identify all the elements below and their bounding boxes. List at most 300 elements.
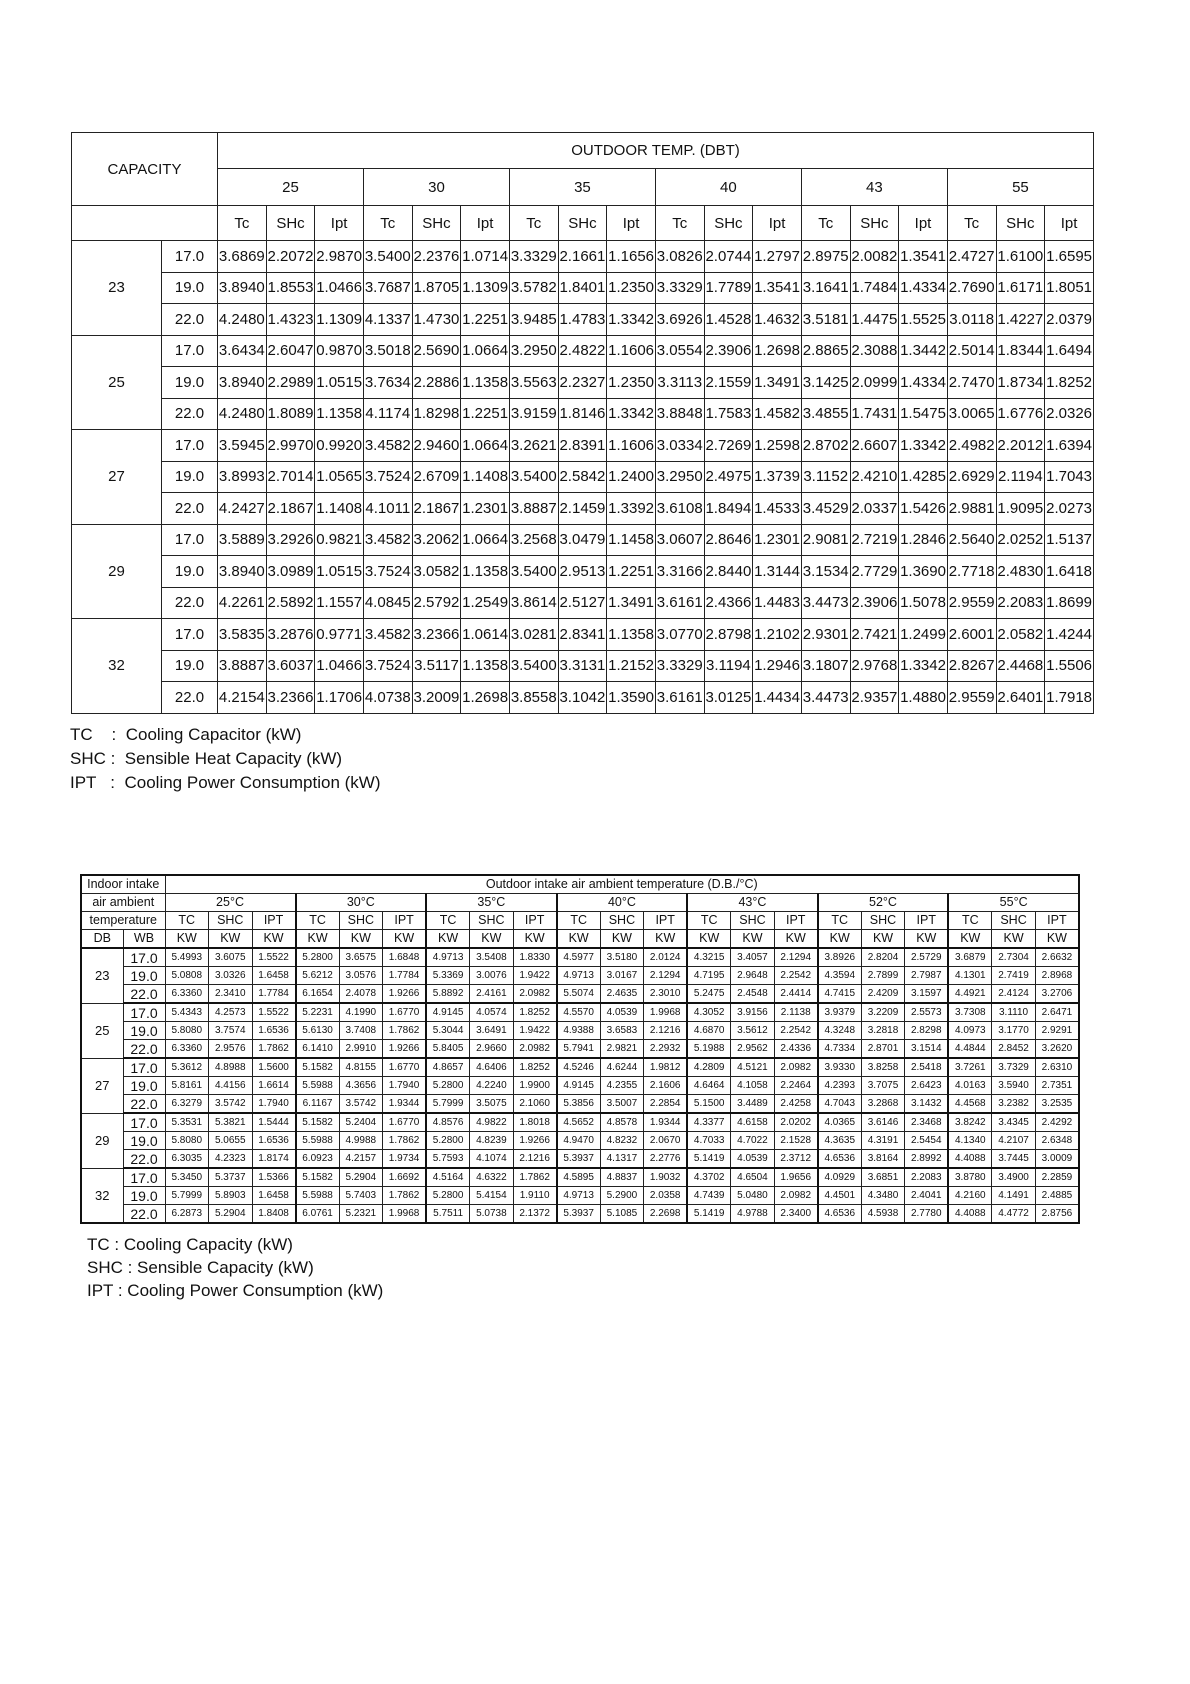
data-cell: 1.2846 [899, 524, 948, 556]
data-cell: 5.2231 [296, 1003, 340, 1022]
data-cell: 5.2900 [600, 1187, 644, 1205]
data-cell: 0.9771 [315, 619, 364, 651]
data-cell: 3.1807 [801, 650, 850, 682]
data-cell: 4.9713 [426, 948, 470, 967]
data-cell: 5.1582 [296, 1113, 340, 1132]
data-cell: 2.0252 [996, 524, 1045, 556]
data-cell: 2.9291 [1035, 1022, 1079, 1040]
wb-value: 17.0 [123, 1003, 165, 1022]
data-cell: 3.1110 [992, 1003, 1036, 1022]
data-cell: 1.7940 [383, 1077, 427, 1095]
data-cell: 3.8780 [948, 1168, 992, 1187]
data-cell: 6.3035 [165, 1150, 209, 1169]
data-cell: 3.7408 [339, 1022, 383, 1040]
subheader-ipt: IPT [1035, 912, 1079, 930]
data-cell: 4.5570 [557, 1003, 601, 1022]
data-cell: 2.9357 [850, 682, 899, 714]
data-cell: 1.2350 [607, 367, 656, 399]
data-cell: 4.4156 [209, 1077, 253, 1095]
data-cell: 1.8089 [266, 398, 315, 430]
subheader-ipt: IPT [905, 912, 949, 930]
data-cell: 4.6322 [470, 1168, 514, 1187]
table-row [81, 1187, 1079, 1205]
data-cell: 4.2480 [218, 398, 267, 430]
data-cell: 2.5573 [905, 1003, 949, 1022]
data-cell: 4.3594 [818, 967, 862, 985]
data-cell: 4.0539 [600, 1003, 644, 1022]
data-cell: 4.6158 [731, 1113, 775, 1132]
data-cell: 4.6244 [600, 1058, 644, 1077]
data-cell: 2.2542 [774, 1022, 818, 1040]
data-cell: 1.8252 [513, 1003, 557, 1022]
subheader-tc: TC [687, 912, 731, 930]
data-cell: 3.2366 [266, 682, 315, 714]
data-cell: 1.9266 [383, 1040, 427, 1059]
data-cell: 4.5977 [557, 948, 601, 967]
data-cell: 5.4154 [470, 1187, 514, 1205]
data-cell: 4.2809 [687, 1058, 731, 1077]
data-cell: 1.0515 [315, 367, 364, 399]
data-cell: 3.6575 [339, 948, 383, 967]
data-cell: 2.4885 [1035, 1187, 1079, 1205]
data-cell: 4.9713 [557, 967, 601, 985]
data-cell: 2.4822 [558, 335, 607, 367]
data-cell: 1.3541 [899, 241, 948, 273]
data-cell: 1.6494 [1045, 335, 1094, 367]
data-cell: 1.8252 [513, 1058, 557, 1077]
outdoor-intake-temp: 55°C [948, 894, 1079, 912]
indoor-label-1: Indoor intake [81, 875, 165, 894]
data-cell: 5.8405 [426, 1040, 470, 1059]
wb-value: 19.0 [123, 1132, 165, 1150]
data-cell: 3.5408 [470, 948, 514, 967]
data-cell: 2.0982 [513, 985, 557, 1004]
data-cell: 3.4057 [731, 948, 775, 967]
unit-kw: KW [296, 930, 340, 949]
wb-value: 17.0 [162, 524, 218, 556]
data-cell: 4.4568 [948, 1095, 992, 1114]
data-cell: 1.8051 [1045, 272, 1094, 304]
data-cell: 3.5018 [363, 335, 412, 367]
data-cell: 3.4473 [801, 682, 850, 714]
data-cell: 3.6037 [266, 650, 315, 682]
data-cell: 2.2859 [1035, 1168, 1079, 1187]
data-cell: 2.1559 [704, 367, 753, 399]
data-cell: 3.0076 [470, 967, 514, 985]
data-cell: 1.4533 [753, 493, 802, 525]
data-cell: 1.6770 [383, 1003, 427, 1022]
data-cell: 2.7690 [947, 272, 996, 304]
table1-header [72, 133, 1094, 241]
outdoor-temp-55: 55 [947, 169, 1093, 206]
data-cell: 2.8452 [992, 1040, 1036, 1059]
wb-value: 19.0 [162, 556, 218, 588]
wb-value: 17.0 [162, 335, 218, 367]
data-cell: 3.6146 [861, 1113, 905, 1132]
data-cell: 4.3191 [861, 1132, 905, 1150]
data-cell: 4.1340 [948, 1132, 992, 1150]
legend2-ipt: IPT : Cooling Power Consumption (kW) [87, 1281, 384, 1300]
subheader-shc: SHC [731, 912, 775, 930]
data-cell: 3.0009 [1035, 1150, 1079, 1169]
data-cell: 6.3360 [165, 985, 209, 1004]
data-cell: 2.0670 [644, 1132, 688, 1150]
data-cell: 4.2480 [218, 304, 267, 336]
data-cell: 1.9968 [644, 1003, 688, 1022]
data-cell: 1.9422 [513, 1022, 557, 1040]
data-cell: 1.9422 [513, 967, 557, 985]
wb-value: 22.0 [162, 682, 218, 714]
data-cell: 2.5454 [905, 1132, 949, 1150]
data-cell: 1.2698 [461, 682, 510, 714]
subheader-ipt: IPT [252, 912, 296, 930]
wb-value: 22.0 [162, 304, 218, 336]
data-cell: 4.8578 [600, 1113, 644, 1132]
data-cell: 1.3491 [753, 367, 802, 399]
legend-shc: SHC : Sensible Heat Capacity (kW) [70, 749, 343, 768]
data-cell: 1.4227 [996, 304, 1045, 336]
data-cell: 3.2818 [861, 1022, 905, 1040]
unit-kw: KW [470, 930, 514, 949]
indoor-db-23: 23 [72, 241, 162, 336]
data-cell: 3.3329 [509, 241, 558, 273]
data-cell: 3.0826 [655, 241, 704, 273]
data-cell: 2.4209 [861, 985, 905, 1004]
subheader-tc: TC [426, 912, 470, 930]
outdoor-intake-label: Outdoor intake air ambient temperature (D.B./°C) [165, 875, 1079, 894]
data-cell: 4.4088 [948, 1150, 992, 1169]
data-cell: 1.3342 [607, 304, 656, 336]
data-cell: 5.8903 [209, 1187, 253, 1205]
data-cell: 2.6348 [1035, 1132, 1079, 1150]
wb-value: 22.0 [162, 587, 218, 619]
data-cell: 4.7334 [818, 1040, 862, 1059]
table-row [81, 1022, 1079, 1040]
capacity-table-1 [71, 132, 1094, 714]
data-cell: 5.2800 [426, 1077, 470, 1095]
data-cell: 3.2062 [412, 524, 461, 556]
data-cell: 2.6310 [1035, 1058, 1079, 1077]
data-cell: 1.3739 [753, 461, 802, 493]
data-cell: 1.0614 [461, 619, 510, 651]
data-cell: 1.2797 [753, 241, 802, 273]
subheader-ipt: IPT [513, 912, 557, 930]
data-cell: 2.9559 [947, 587, 996, 619]
data-cell: 3.8887 [509, 493, 558, 525]
data-cell: 2.8968 [1035, 967, 1079, 985]
data-cell: 3.3166 [655, 556, 704, 588]
data-cell: 1.7940 [252, 1095, 296, 1114]
table2-header [81, 875, 1079, 948]
subheader-shc: SHC [600, 912, 644, 930]
data-cell: 4.0163 [948, 1077, 992, 1095]
data-cell: 5.7941 [557, 1040, 601, 1059]
data-cell: 3.5945 [218, 430, 267, 462]
outdoor-intake-temp: 25°C [165, 894, 296, 912]
data-cell: 4.8232 [600, 1132, 644, 1150]
table2-body [81, 948, 1079, 1223]
data-cell: 3.2926 [266, 524, 315, 556]
unit-kw: KW [426, 930, 470, 949]
data-cell: 2.2012 [996, 430, 1045, 462]
data-cell: 2.6709 [412, 461, 461, 493]
wb-value: 19.0 [123, 1077, 165, 1095]
data-cell: 1.6776 [996, 398, 1045, 430]
capacity-table-2 [80, 874, 1080, 1224]
data-cell: 4.5895 [557, 1168, 601, 1187]
data-cell: 1.2251 [607, 556, 656, 588]
data-cell: 3.7524 [363, 650, 412, 682]
data-cell: 4.0973 [948, 1022, 992, 1040]
data-cell: 5.0808 [165, 967, 209, 985]
data-cell: 3.6926 [655, 304, 704, 336]
data-cell: 2.6001 [947, 619, 996, 651]
data-cell: 1.0515 [315, 556, 364, 588]
data-cell: 3.6583 [600, 1022, 644, 1040]
subheader-tc: Tc [363, 206, 412, 241]
unit-kw: KW [818, 930, 862, 949]
data-cell: 4.7022 [731, 1132, 775, 1150]
subheader-tc: TC [948, 912, 992, 930]
data-cell: 2.0273 [1045, 493, 1094, 525]
data-cell: 2.9460 [412, 430, 461, 462]
data-cell: 2.0982 [774, 1187, 818, 1205]
data-cell: 1.2301 [753, 524, 802, 556]
data-cell: 2.5729 [905, 948, 949, 967]
data-cell: 6.2873 [165, 1205, 209, 1224]
data-cell: 2.7419 [992, 967, 1036, 985]
data-cell: 1.0714 [461, 241, 510, 273]
data-cell: 4.7033 [687, 1132, 731, 1150]
wb-value: 19.0 [123, 1022, 165, 1040]
data-cell: 4.0539 [731, 1150, 775, 1169]
data-cell: 5.3937 [557, 1150, 601, 1169]
data-cell: 4.3215 [687, 948, 731, 967]
data-cell: 1.7862 [383, 1022, 427, 1040]
data-cell: 1.1408 [461, 461, 510, 493]
data-cell: 2.7219 [850, 524, 899, 556]
wb-value: 17.0 [123, 1058, 165, 1077]
data-cell: 3.0554 [655, 335, 704, 367]
subheader-ipt: Ipt [607, 206, 656, 241]
data-cell: 3.2620 [1035, 1040, 1079, 1059]
data-cell: 1.3342 [899, 430, 948, 462]
data-cell: 2.9559 [947, 682, 996, 714]
wb-label: WB [123, 930, 165, 949]
unit-kw: KW [731, 930, 775, 949]
data-cell: 3.7524 [363, 461, 412, 493]
outdoor-temp-30: 30 [363, 169, 509, 206]
data-cell: 2.3010 [644, 985, 688, 1004]
subheader-ipt: IPT [774, 912, 818, 930]
data-cell: 4.6536 [818, 1150, 862, 1169]
data-cell: 5.3737 [209, 1168, 253, 1187]
data-cell: 4.9788 [731, 1205, 775, 1224]
data-cell: 2.4041 [905, 1187, 949, 1205]
data-cell: 6.0923 [296, 1150, 340, 1169]
data-cell: 3.6851 [861, 1168, 905, 1187]
data-cell: 2.2932 [644, 1040, 688, 1059]
data-cell: 4.0929 [818, 1168, 862, 1187]
data-cell: 5.1500 [687, 1095, 731, 1114]
unit-kw: KW [774, 930, 818, 949]
data-cell: 1.8330 [513, 948, 557, 967]
outdoor-intake-temp: 40°C [557, 894, 688, 912]
data-cell: 2.0582 [996, 619, 1045, 651]
data-cell: 1.3144 [753, 556, 802, 588]
data-cell: 4.2393 [818, 1077, 862, 1095]
data-cell: 3.8558 [509, 682, 558, 714]
data-cell: 5.1582 [296, 1168, 340, 1187]
data-cell: 2.1867 [266, 493, 315, 525]
data-cell: 2.7987 [905, 967, 949, 985]
data-cell: 2.4635 [600, 985, 644, 1004]
data-cell: 1.6394 [1045, 430, 1094, 462]
data-cell: 1.5522 [252, 948, 296, 967]
data-cell: 2.6471 [1035, 1003, 1079, 1022]
data-cell: 4.8837 [600, 1168, 644, 1187]
data-cell: 3.3131 [558, 650, 607, 682]
data-cell: 2.2542 [774, 967, 818, 985]
subheader-shc: SHc [850, 206, 899, 241]
data-cell: 4.1317 [600, 1150, 644, 1169]
unit-kw: KW [992, 930, 1036, 949]
data-cell: 3.9379 [818, 1003, 862, 1022]
data-cell: 5.5074 [557, 985, 601, 1004]
data-cell: 1.7862 [383, 1132, 427, 1150]
data-cell: 4.1058 [731, 1077, 775, 1095]
data-cell: 2.0744 [704, 241, 753, 273]
data-cell: 1.2152 [607, 650, 656, 682]
data-cell: 3.8940 [218, 367, 267, 399]
data-cell: 5.2800 [296, 948, 340, 967]
db-label: DB [81, 930, 123, 949]
unit-kw: KW [948, 930, 992, 949]
data-cell: 3.7687 [363, 272, 412, 304]
data-cell: 3.5940 [992, 1077, 1036, 1095]
data-cell: 3.8848 [655, 398, 704, 430]
data-cell: 2.9648 [731, 967, 775, 985]
data-cell: 2.1606 [644, 1077, 688, 1095]
indoor-db-25: 25 [81, 1003, 123, 1058]
data-cell: 2.8865 [801, 335, 850, 367]
data-cell: 2.9301 [801, 619, 850, 651]
data-cell: 5.0480 [731, 1187, 775, 1205]
data-cell: 2.9660 [470, 1040, 514, 1059]
data-cell: 5.3531 [165, 1113, 209, 1132]
indoor-db-32: 32 [72, 619, 162, 714]
data-cell: 1.5366 [252, 1168, 296, 1187]
data-cell: 6.1410 [296, 1040, 340, 1059]
wb-value: 22.0 [123, 1095, 165, 1114]
data-cell: 2.2376 [412, 241, 461, 273]
data-cell: 5.3044 [426, 1022, 470, 1040]
data-cell: 2.9768 [850, 650, 899, 682]
table-row [81, 1003, 1079, 1022]
data-cell: 4.9988 [339, 1132, 383, 1150]
data-cell: 2.8975 [801, 241, 850, 273]
data-cell: 2.3712 [774, 1150, 818, 1169]
data-cell: 3.6161 [655, 682, 704, 714]
data-cell: 2.4161 [470, 985, 514, 1004]
data-cell: 2.9081 [801, 524, 850, 556]
data-cell: 1.9968 [383, 1205, 427, 1224]
table-row [81, 1150, 1079, 1169]
wb-value: 19.0 [123, 1187, 165, 1205]
data-cell: 4.9470 [557, 1132, 601, 1150]
capacity-label: CAPACITY [72, 133, 218, 206]
data-cell: 3.1152 [801, 461, 850, 493]
data-cell: 1.8734 [996, 367, 1045, 399]
indoor-db-27: 27 [81, 1058, 123, 1113]
data-cell: 1.7484 [850, 272, 899, 304]
data-cell: 4.4921 [948, 985, 992, 1004]
data-cell: 1.5078 [899, 587, 948, 619]
data-cell: 1.4582 [753, 398, 802, 430]
data-cell: 2.7718 [947, 556, 996, 588]
data-cell: 2.3468 [905, 1113, 949, 1132]
data-cell: 2.7729 [850, 556, 899, 588]
data-cell: 3.9156 [731, 1003, 775, 1022]
subheader-shc: SHC [861, 912, 905, 930]
table1-body [72, 241, 1094, 714]
data-cell: 3.7574 [209, 1022, 253, 1040]
data-cell: 3.0479 [558, 524, 607, 556]
data-cell: 1.4632 [753, 304, 802, 336]
data-cell: 3.2706 [1035, 985, 1079, 1004]
data-cell: 1.4323 [266, 304, 315, 336]
data-cell: 5.7403 [339, 1187, 383, 1205]
data-cell: 1.6595 [1045, 241, 1094, 273]
subheader-ipt: Ipt [1045, 206, 1094, 241]
indoor-db-32: 32 [81, 1168, 123, 1223]
indoor-db-29: 29 [72, 524, 162, 619]
data-cell: 2.0326 [1045, 398, 1094, 430]
data-cell: 2.1060 [513, 1095, 557, 1114]
data-cell: 3.7329 [992, 1058, 1036, 1077]
data-cell: 5.1419 [687, 1150, 731, 1169]
data-cell: 2.3906 [850, 587, 899, 619]
data-cell: 1.5525 [899, 304, 948, 336]
data-cell: 1.4244 [1045, 619, 1094, 651]
data-cell: 1.5506 [1045, 650, 1094, 682]
data-cell: 1.3442 [899, 335, 948, 367]
data-cell: 4.9713 [557, 1187, 601, 1205]
data-cell: 3.9159 [509, 398, 558, 430]
data-cell: 1.7789 [704, 272, 753, 304]
table-row [72, 367, 1094, 399]
data-cell: 1.4434 [753, 682, 802, 714]
data-cell: 4.8155 [339, 1058, 383, 1077]
data-cell: 3.8926 [818, 948, 862, 967]
outdoor-temp-25: 25 [218, 169, 364, 206]
data-cell: 4.3702 [687, 1168, 731, 1187]
data-cell: 2.9970 [266, 430, 315, 462]
data-cell: 3.5563 [509, 367, 558, 399]
data-cell: 1.6692 [383, 1168, 427, 1187]
data-cell: 5.1988 [687, 1040, 731, 1059]
data-cell: 4.9145 [557, 1077, 601, 1095]
data-cell: 4.4501 [818, 1187, 862, 1205]
data-cell: 1.7784 [252, 985, 296, 1004]
data-cell: 3.2621 [509, 430, 558, 462]
data-cell: 2.4124 [992, 985, 1036, 1004]
data-cell: 4.0574 [470, 1003, 514, 1022]
table-row [72, 335, 1094, 367]
data-cell: 4.3248 [818, 1022, 862, 1040]
outdoor-intake-temp: 30°C [296, 894, 427, 912]
data-cell: 1.2350 [607, 272, 656, 304]
